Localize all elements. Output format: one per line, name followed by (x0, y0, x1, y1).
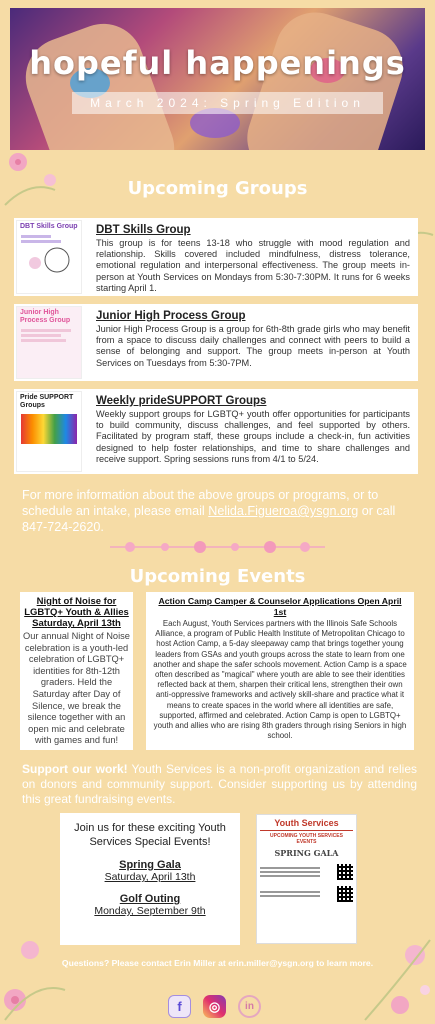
contact-info (22, 487, 417, 535)
thumbnail-title: Junior High Process Group (20, 309, 71, 324)
event-date: Monday, September 9th (94, 905, 206, 917)
newsletter-title: hopeful happenings (29, 44, 406, 82)
section-title-events: Upcoming Events (129, 566, 306, 587)
event-card-action-camp (146, 592, 414, 750)
event-title: Night of Noise for LGBTQ+ Youth & Allies Saturday, April 13th (24, 596, 129, 629)
group-thumbnail (16, 220, 82, 294)
support-text (22, 762, 417, 807)
event-description: Each August, Youth Services partners with the Illinois Safe Schools Alliance, a program of Public Health Institute of Metropolitan Chicago to host Action Camp, a 5-day sleepaway camp that brings together young leaders from GSAs and youth groups across the state to learn from one another and shape the safer schools movement. Action Camp is a space often described as "magical" where youth are able to see their identities reflected back at them, sharpen their critical lens, strengthen their own anti-oppressive frameworks and actively skill-share and practice what it means to create spaces in the world where all identities are safe, supported, affirmed and celebrated. Action Camp is open to LGBTQ+ youth and allies who are rising 8th graders through rising Seniors in high school. (153, 619, 407, 741)
event-title: Action Camp Camper & Counselor Applications Open April 1st (158, 596, 402, 617)
edition-subtitle: March 2024: Spring Edition (72, 92, 383, 114)
group-title: Junior High Process Group (96, 310, 246, 322)
group-description: This group is for teens 13-18 who struggle with mood regulation and relationship. Skills covered included mindfulness, distress tolerance, emotional regulation and interpersonal effectiveness. The group meets in-person at Youth Services on Mondays from 5:30-7:30PM. It runs for 6 weeks starting April 1. (96, 238, 410, 293)
header-banner (10, 8, 425, 150)
thumbnail-title: Pride SUPPORT Groups (20, 394, 74, 409)
info-text: or call 847-724-2620. (22, 504, 396, 534)
group-card (14, 304, 418, 381)
social-links (168, 995, 261, 1018)
special-events-box (60, 813, 240, 945)
special-events-intro: Join us for these exciting Youth Services Special Events! (74, 822, 226, 848)
facebook-icon[interactable]: f (168, 995, 191, 1018)
flyer-logo: Youth Services (274, 818, 339, 828)
event-card-night-of-noise (20, 592, 133, 750)
email-link[interactable]: Nelida.Figueroa@ysgn.org (208, 504, 359, 518)
group-title: DBT Skills Group (96, 224, 191, 236)
event-name: Golf Outing (119, 893, 181, 905)
pride-stripes (21, 414, 77, 444)
group-description: Junior High Process Group is a group for 6th-8th grade girls who may benefit from a space to discuss daily challenges and connect with peers to build a sense of belonging and support. The group meets in-person at Youth Services on Tuesdays from 5:30-7PM. (96, 324, 410, 368)
instagram-icon[interactable]: ◎ (203, 995, 226, 1018)
flower-decoration (360, 920, 435, 1024)
qr-code-icon (337, 886, 353, 902)
flyer-heading: UPCOMING YOUTH SERVICES EVENTS (270, 833, 343, 845)
info-text: For more information about the above groups or programs, or to schedule an intake, please email (22, 488, 379, 518)
flower-decoration (0, 930, 70, 1024)
event-name: Spring Gala (119, 859, 181, 871)
support-body: Youth Services is a non-profit organization and relies on donors and community support. Consider supporting us by attending this great fundraising events. (22, 762, 417, 806)
floral-divider (110, 540, 325, 554)
flyer-gala: SPRING GALA (274, 848, 339, 858)
qr-code-icon (337, 864, 353, 880)
head-icon (17, 245, 77, 275)
group-description: Weekly support groups for LGBTQ+ youth offer opportunities for participants to build community, discuss challenges, and feel supported by others. Facilitated by program staff, these groups include a check-in, fun activities designed to help foster relationships, and time to share challenges and receive support. Spring sessions runs from 4/1 to 5/24. (96, 409, 410, 464)
thumbnail-title: DBT Skills Group (20, 223, 78, 230)
event-description: Our annual Night of Noise celebration is a youth-led celebration of LGBTQ+ identities for 8th-12th graders. Held the Saturday after Day of Silence, we break the silence together with an open mic and celebrate with games and fun! (23, 631, 130, 746)
linkedin-icon[interactable]: in (238, 995, 261, 1018)
group-title: Weekly prideSUPPORT Groups (96, 395, 267, 407)
contact-footer: Questions? Please contact Erin Miller at erin.miller@ysgn.org to learn more. (61, 958, 374, 968)
group-card (14, 389, 418, 474)
group-card (14, 218, 418, 296)
support-lead: Support our work! (22, 762, 128, 776)
section-title-groups: Upcoming Groups (127, 178, 308, 199)
group-thumbnail (16, 306, 82, 379)
event-date: Saturday, April 13th (104, 871, 196, 883)
group-thumbnail (16, 391, 82, 472)
events-flyer-image (256, 814, 357, 944)
